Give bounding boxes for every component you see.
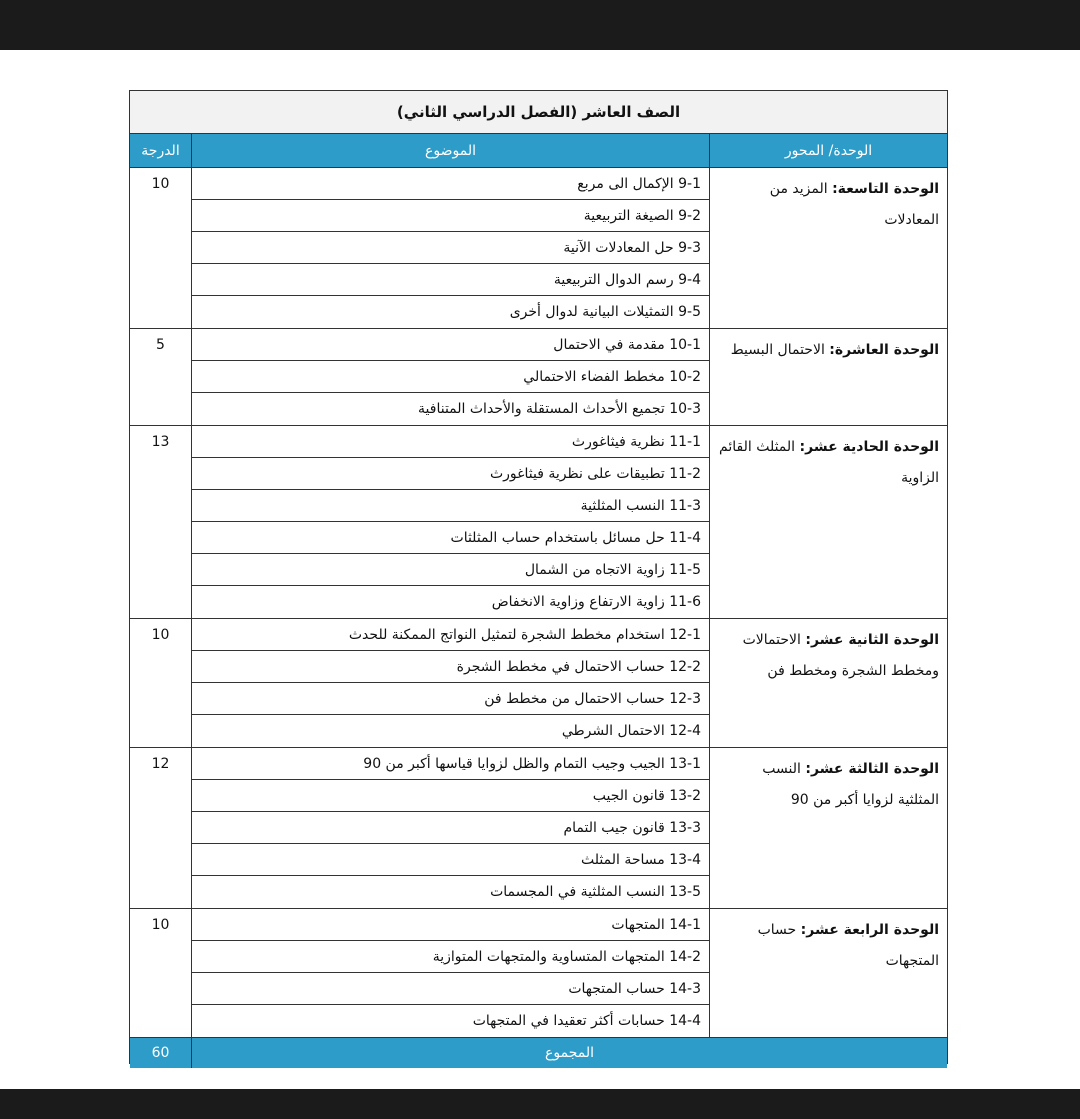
unit-row <box>130 748 947 909</box>
unit-row <box>130 426 947 619</box>
unit-name-rest: النسب المثلثية لزوايا أكبر من 90 <box>762 761 939 808</box>
unit-name <box>709 619 947 747</box>
topic-item: 11-4 حل مسائل باستخدام حساب المثلثات <box>192 522 709 554</box>
topic-item: 12-1 استخدام مخطط الشجرة لتمثيل النواتج الممكنة للحدث <box>192 619 709 651</box>
topic-item: 13-4 مساحة المثلث <box>192 844 709 876</box>
topic-item: 11-2 تطبيقات على نظرية فيثاغورث <box>192 458 709 490</box>
topic-item: 11-3 النسب المثلثية <box>192 490 709 522</box>
unit-name-bold: الوحدة التاسعة: <box>832 181 939 197</box>
curriculum-table <box>129 90 948 1064</box>
header-grade: الدرجة <box>130 134 191 168</box>
topic-item: 14-1 المتجهات <box>192 909 709 941</box>
top-black-bar <box>0 0 1080 50</box>
topic-item: 11-1 نظرية فيثاغورث <box>192 426 709 458</box>
unit-name-rest: المزيد من المعادلات <box>769 181 939 228</box>
total-label: المجموع <box>191 1038 947 1068</box>
topic-item: 12-3 حساب الاحتمال من مخطط فن <box>192 683 709 715</box>
topic-item: 10-1 مقدمة في الاحتمال <box>192 329 709 361</box>
unit-name <box>709 168 947 328</box>
topic-item: 9-3 حل المعادلات الآنية <box>192 232 709 264</box>
unit-grade: 10 <box>151 176 170 192</box>
unit-name <box>709 909 947 1037</box>
unit-name <box>709 329 947 425</box>
topic-item: 9-4 رسم الدوال التربيعية <box>192 264 709 296</box>
topic-item: 11-6 زاوية الارتفاع وزاوية الانخفاض <box>491 594 701 610</box>
topic-item: 13-3 قانون جيب التمام <box>192 812 709 844</box>
topic-item: 12-4 الاحتمال الشرطي <box>561 723 701 739</box>
topic-item: 14-2 المتجهات المتساوية والمتجهات المتوازية <box>192 941 709 973</box>
unit-name-bold: الوحدة الرابعة عشر: <box>800 922 939 938</box>
unit-name-rest: المثلث القائم الزاوية <box>719 439 939 486</box>
unit-name-rest: الاحتمال البسيط <box>730 342 830 358</box>
unit-name <box>709 748 947 908</box>
unit-topics <box>191 329 709 425</box>
table-title: الصف العاشر (الفصل الدراسي الثاني) <box>130 91 947 134</box>
unit-row <box>130 329 947 426</box>
header-unit: الوحدة/ المحور <box>709 134 947 168</box>
unit-topics <box>191 619 709 747</box>
topic-item: 10-3 تجميع الأحداث المستقلة والأحداث المتنافية <box>418 401 701 417</box>
header-topic: الموضوع <box>191 134 709 168</box>
bottom-black-bar <box>0 1089 1080 1119</box>
unit-row <box>130 168 947 329</box>
unit-name-rest: حساب المتجهات <box>757 922 939 969</box>
unit-grade: 12 <box>151 756 170 772</box>
unit-name-bold: الوحدة الحادية عشر: <box>799 439 939 455</box>
topic-item: 10-2 مخطط الفضاء الاحتمالي <box>192 361 709 393</box>
unit-topics <box>191 168 709 328</box>
topic-item: 13-5 النسب المثلثية في المجسمات <box>490 884 701 900</box>
unit-grade: 13 <box>151 434 170 450</box>
unit-name <box>709 426 947 618</box>
unit-name-bold: الوحدة الثالثة عشر: <box>805 761 939 777</box>
topic-item: 14-4 حسابات أكثر تعقيدا في المتجهات <box>472 1013 701 1029</box>
topic-item: 9-2 الصيغة التربيعية <box>192 200 709 232</box>
header-row <box>130 134 947 168</box>
total-row <box>130 1038 947 1068</box>
total-value: 60 <box>151 1045 170 1061</box>
topic-item: 14-3 حساب المتجهات <box>192 973 709 1005</box>
topic-item: 13-2 قانون الجيب <box>192 780 709 812</box>
unit-topics <box>191 426 709 618</box>
unit-name-bold: الوحدة الثانية عشر: <box>805 632 939 648</box>
unit-name-bold: الوحدة العاشرة: <box>829 342 939 358</box>
unit-row <box>130 909 947 1038</box>
unit-row <box>130 619 947 748</box>
topic-item: 9-1 الإكمال الى مربع <box>192 168 709 200</box>
unit-topics <box>191 748 709 908</box>
topic-item: 13-1 الجيب وجيب التمام والظل لزوايا قياسها أكبر من 90 <box>192 748 709 780</box>
unit-grade: 10 <box>151 627 170 643</box>
topic-item: 12-2 حساب الاحتمال في مخطط الشجرة <box>192 651 709 683</box>
topic-item: 11-5 زاوية الاتجاه من الشمال <box>192 554 709 586</box>
topic-item: 9-5 التمثيلات البيانية لدوال أخرى <box>509 304 701 320</box>
unit-grade: 5 <box>156 337 165 353</box>
unit-grade: 10 <box>151 917 170 933</box>
unit-topics <box>191 909 709 1037</box>
unit-name-rest: الاحتمالات ومخطط الشجرة ومخطط فن <box>742 632 939 679</box>
